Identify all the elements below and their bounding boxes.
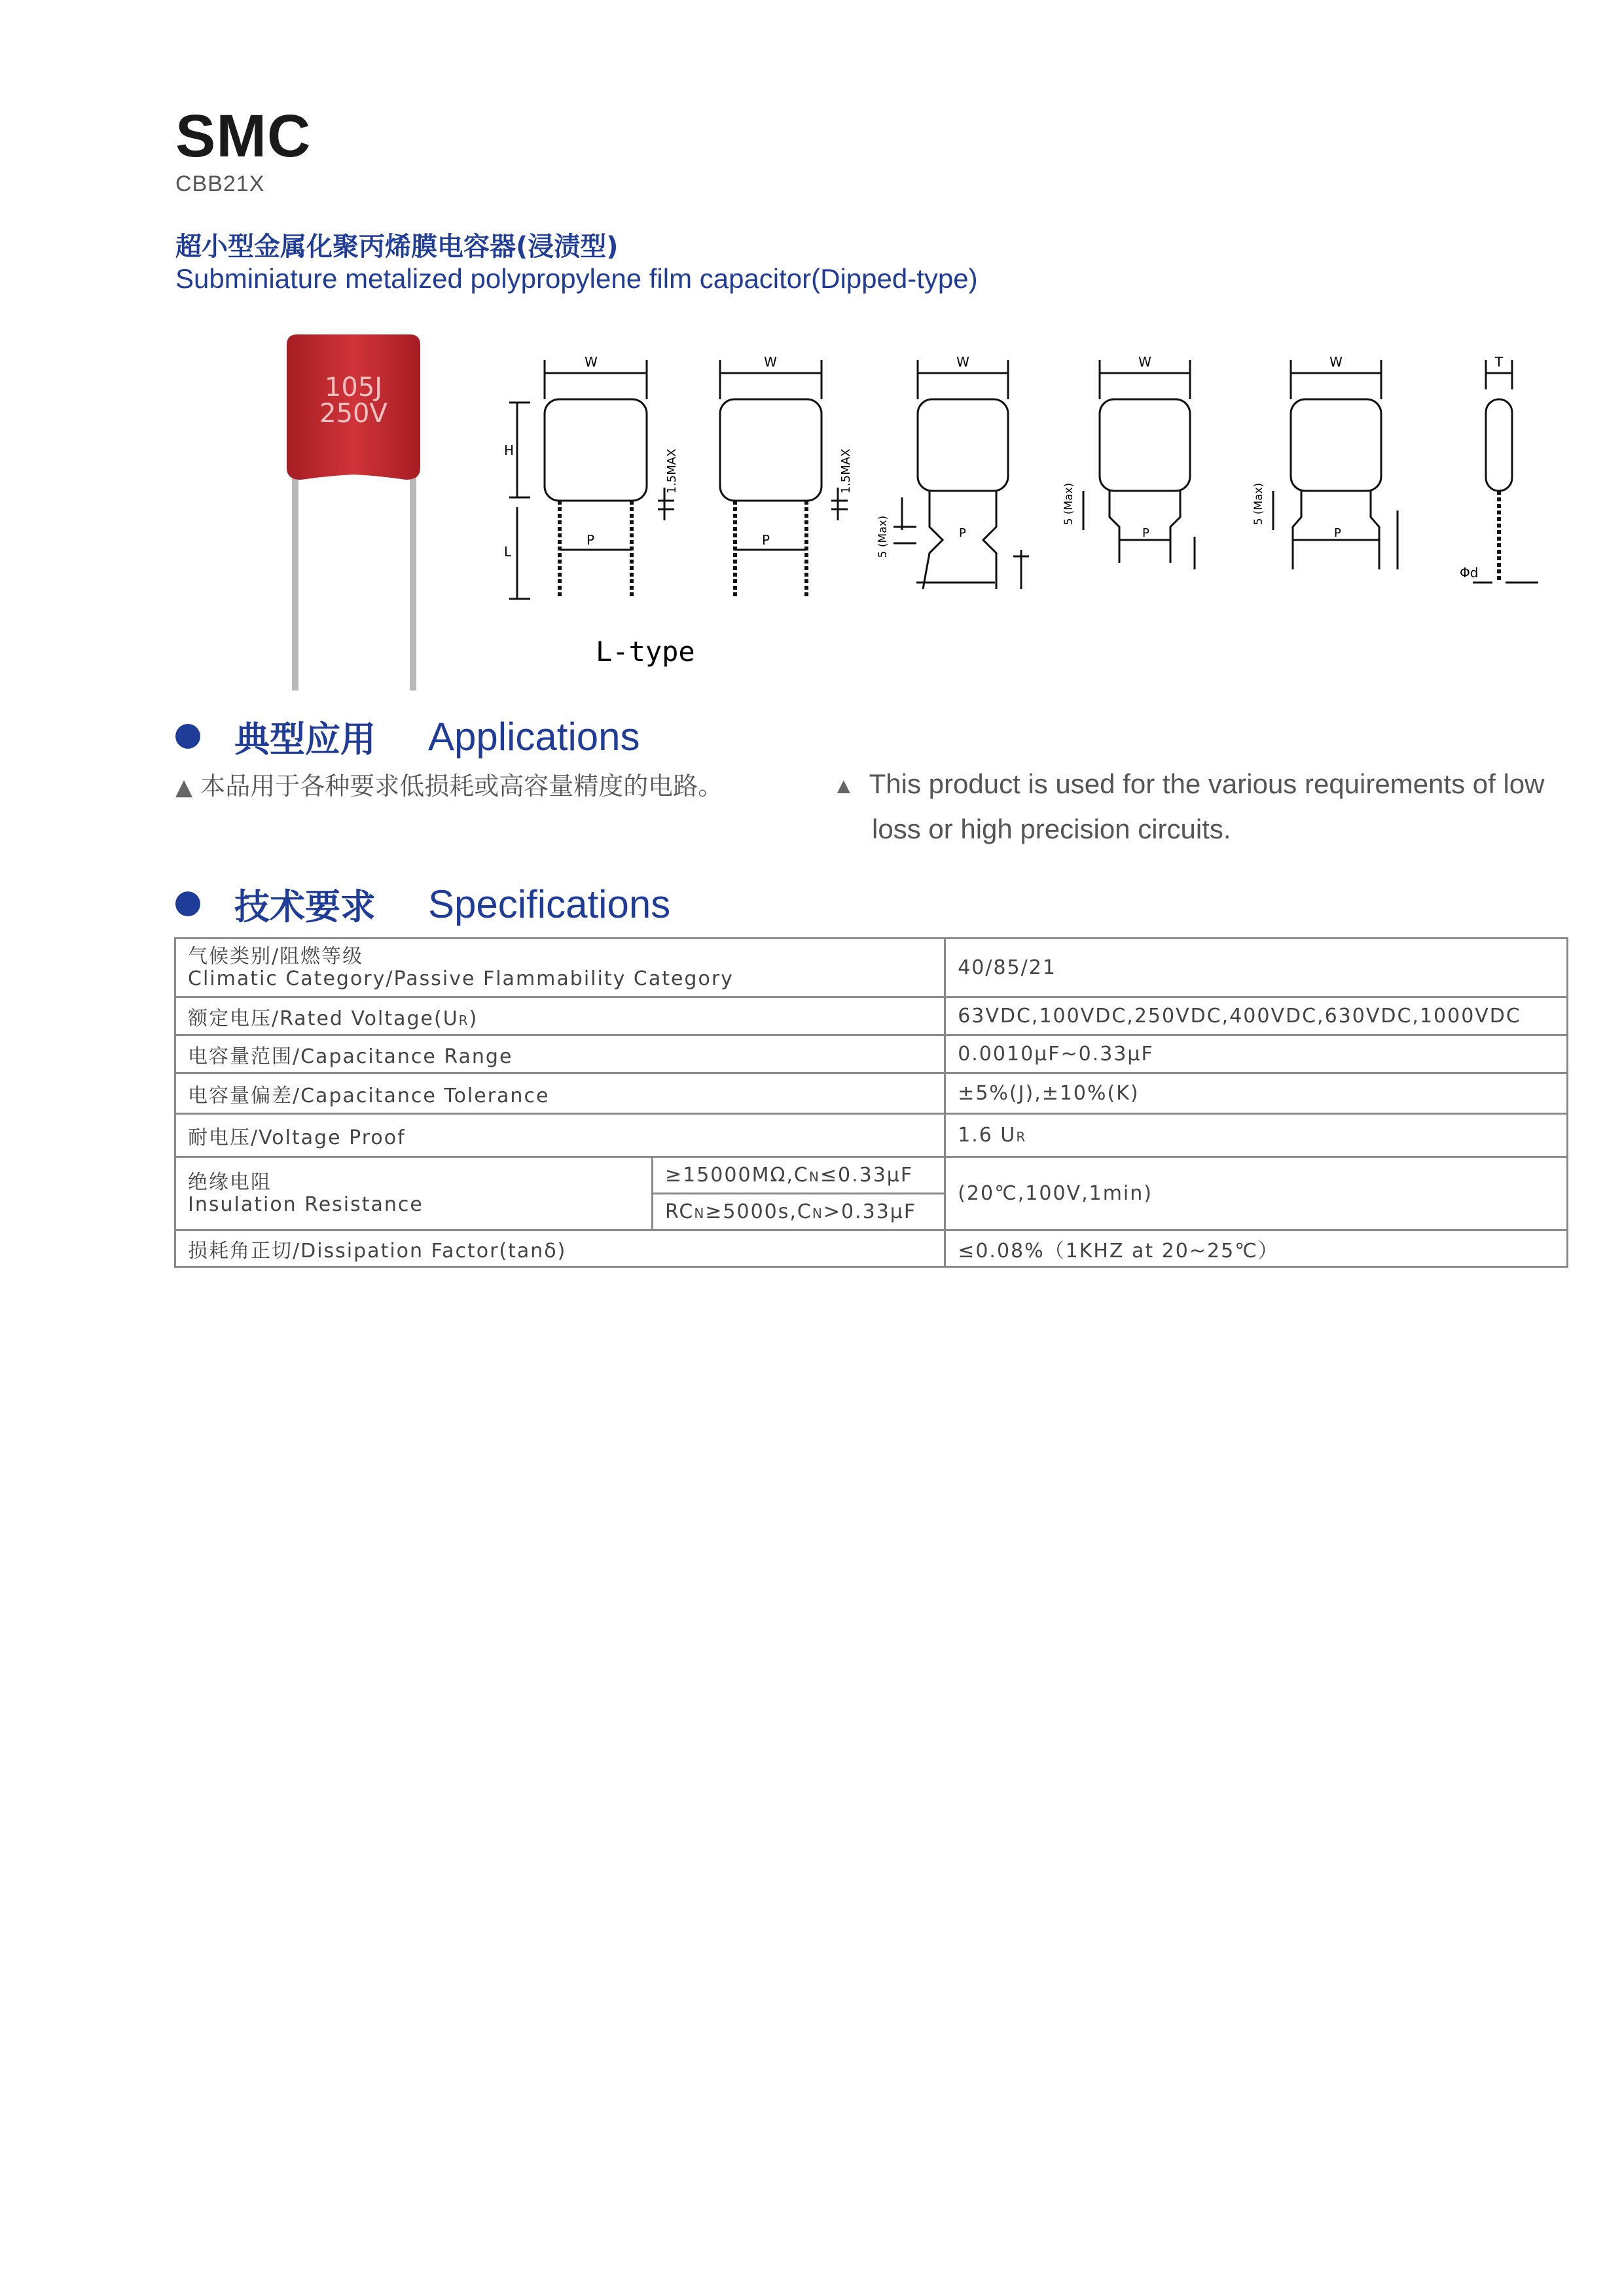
insulation-label-cn: 绝缘电阻	[188, 1170, 272, 1194]
specifications-heading-en: Specifications	[428, 882, 671, 926]
label-l-1: L	[504, 544, 512, 560]
applications-text-en: ▲ This product is used for the various requirements of low loss or high precision circuits.	[833, 768, 1545, 844]
label-w-1: W	[585, 354, 598, 370]
bullet-icon	[175, 724, 200, 749]
label-p-4: P	[1142, 526, 1149, 540]
label-max-1: 1.5MAX	[665, 448, 679, 494]
label-max-2: 1.5MAX	[839, 448, 853, 494]
table-row	[175, 1157, 1568, 1194]
insulation-condition: (20℃,100V,1min)	[945, 1157, 1568, 1230]
table-row	[175, 1230, 1568, 1267]
table-row	[175, 1073, 1568, 1114]
proof-value: 1.6 UR	[945, 1114, 1568, 1157]
insulation-value-2: RCN≥5000s,CN>0.33μF	[653, 1194, 945, 1230]
marking-line-2: 250V	[319, 399, 388, 429]
tolerance-label: 电容量偏差/Capacitance Tolerance	[175, 1073, 945, 1114]
insulation-value-1: ≥15000MΩ,CN≤0.33μF	[653, 1157, 945, 1194]
drawing-straight-1	[509, 360, 674, 599]
label-p-1: P	[586, 532, 595, 548]
climatic-label-en: Climatic Category/Passive Flammability Category	[188, 967, 734, 990]
drawing-straight-2	[720, 360, 848, 599]
drawing-kinked-1	[893, 360, 1029, 589]
dissipation-label: 损耗角正切/Dissipation Factor(tanδ)	[175, 1230, 945, 1267]
applications-heading-en: Applications	[428, 714, 640, 759]
lead-right	[410, 471, 416, 691]
label-h: H	[504, 442, 514, 458]
label-w-5: W	[1329, 354, 1343, 370]
proof-label: 耐电压/Voltage Proof	[175, 1114, 945, 1157]
climatic-value: 40/85/21	[945, 939, 1568, 997]
table-row	[175, 997, 1568, 1035]
drawing-caption: L-type	[596, 636, 695, 668]
cap-range-label: 电容量范围/Capacitance Range	[175, 1035, 945, 1073]
product-description-en: Subminiature metalized polypropylene film capacitor(Dipped-type)	[175, 263, 978, 294]
voltage-value: 63VDC,100VDC,250VDC,400VDC,630VDC,1000VDC	[945, 997, 1568, 1035]
label-w-2: W	[764, 354, 777, 370]
label-kink-2: 5 (Max)	[1062, 482, 1075, 526]
label-p-3: P	[959, 526, 966, 540]
bullet-icon	[175, 891, 200, 916]
label-kink-1: 5 (Max)	[876, 515, 890, 558]
specifications-heading-cn: 技术要求	[234, 886, 376, 927]
drawing-kinked-2	[1083, 360, 1195, 569]
triangle-icon: ▲	[175, 774, 193, 800]
page-title: SMC	[175, 103, 312, 170]
table-row	[175, 1114, 1568, 1157]
product-description-cn: 超小型金属化聚丙烯膜电容器(浸渍型)	[175, 232, 619, 262]
label-w-3: W	[956, 354, 969, 370]
table-row	[175, 1035, 1568, 1073]
specifications-table	[174, 937, 1568, 1268]
dimension-drawings	[497, 340, 1545, 681]
specifications-heading	[175, 881, 670, 927]
lead-left	[292, 471, 298, 691]
label-p-2: P	[761, 532, 770, 548]
label-d: Φd	[1460, 565, 1479, 581]
label-p-5: P	[1334, 526, 1341, 540]
tolerance-value: ±5%(J),±10%(K)	[945, 1073, 1568, 1114]
applications-text-cn: ▲ 本品用于各种要求低损耗或高容量精度的电路。	[175, 772, 723, 800]
drawing-side-view	[1473, 360, 1538, 583]
dissipation-value: ≤0.08%（1KHZ at 20~25℃）	[945, 1230, 1568, 1267]
applications-heading-cn: 典型应用	[234, 718, 376, 760]
cap-range-value: 0.0010μF~0.33μF	[945, 1035, 1568, 1073]
triangle-icon: ▲	[833, 774, 855, 798]
label-kink-3: 5 (Max)	[1252, 482, 1265, 526]
label-w-4: W	[1138, 354, 1151, 370]
insulation-label-en: Insulation Resistance	[188, 1193, 424, 1216]
capacitor-photo	[275, 331, 432, 694]
label-t: T	[1494, 354, 1504, 370]
voltage-label: 额定电压/Rated Voltage(UR)	[175, 997, 945, 1035]
marking-line-1: 105J	[324, 372, 383, 403]
climatic-label-cn: 气候类别/阻燃等级	[188, 944, 364, 968]
table-row	[175, 939, 1568, 997]
applications-heading	[175, 713, 640, 759]
model-number: CBB21X	[175, 171, 265, 196]
